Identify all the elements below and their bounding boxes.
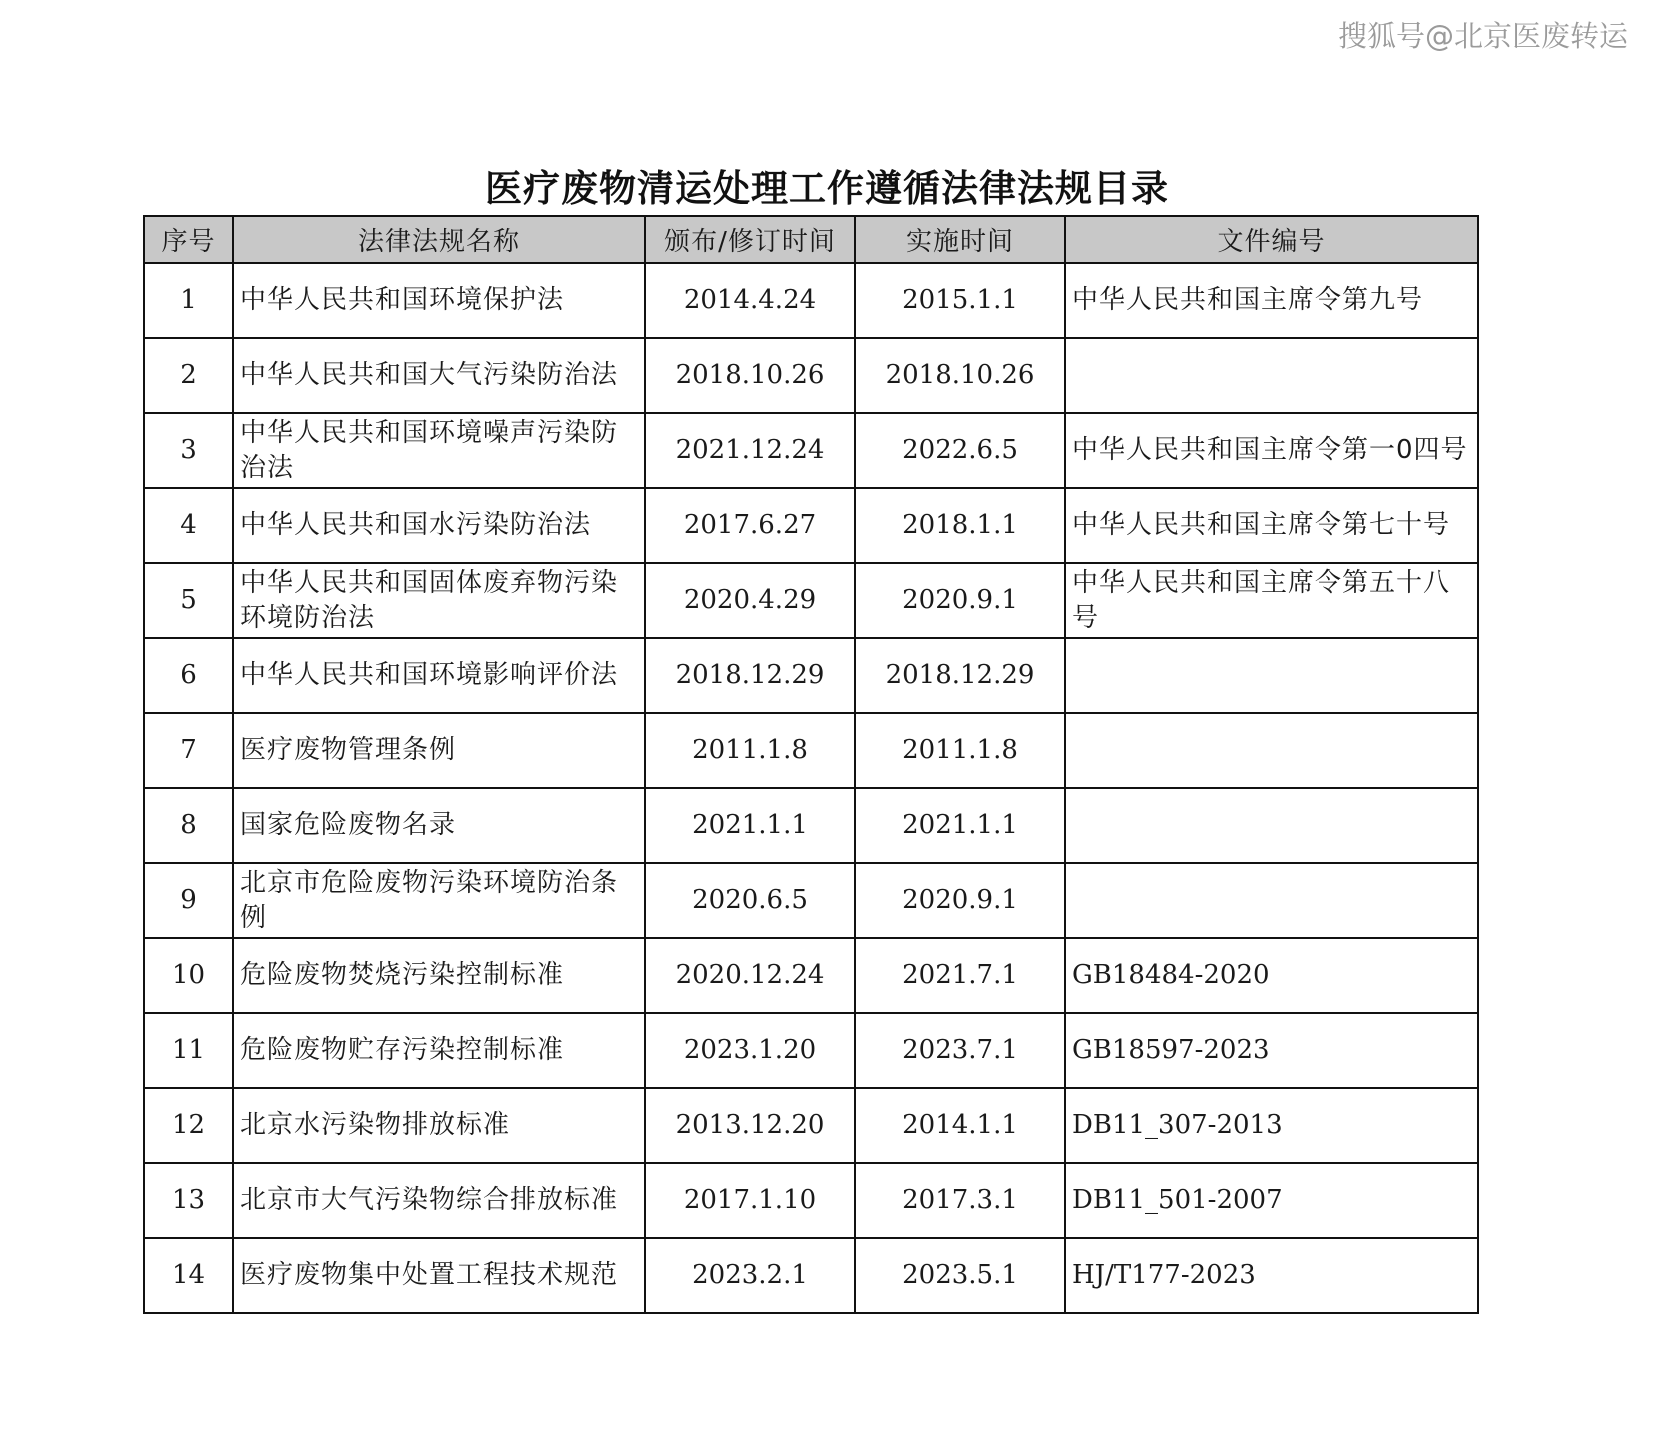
cell-issued: 2021.1.1	[645, 788, 855, 863]
cell-effective: 2021.1.1	[855, 788, 1065, 863]
cell-effective: 2017.3.1	[855, 1163, 1065, 1238]
cell-name: 中华人民共和国大气污染防治法	[233, 338, 645, 413]
table-header	[144, 216, 1478, 263]
header-effective: 实施时间	[855, 216, 1065, 263]
cell-doc-no: 中华人民共和国主席令第五十八号	[1065, 563, 1478, 638]
cell-no: 10	[144, 938, 233, 1013]
cell-doc-no	[1065, 638, 1478, 713]
cell-doc-no: GB18484-2020	[1065, 938, 1478, 1013]
cell-effective: 2021.7.1	[855, 938, 1065, 1013]
cell-issued: 2021.12.24	[645, 413, 855, 488]
cell-effective: 2023.7.1	[855, 1013, 1065, 1088]
cell-effective: 2015.1.1	[855, 263, 1065, 338]
cell-issued: 2017.6.27	[645, 488, 855, 563]
cell-name: 北京市大气污染物综合排放标准	[233, 1163, 645, 1238]
cell-issued: 2013.12.20	[645, 1088, 855, 1163]
cell-name: 中华人民共和国环境噪声污染防治法	[233, 413, 645, 488]
cell-doc-no: GB18597-2023	[1065, 1013, 1478, 1088]
cell-name: 危险废物贮存污染控制标准	[233, 1013, 645, 1088]
cell-effective: 2022.6.5	[855, 413, 1065, 488]
cell-doc-no: 中华人民共和国主席令第七十号	[1065, 488, 1478, 563]
cell-issued: 2014.4.24	[645, 263, 855, 338]
cell-no: 5	[144, 563, 233, 638]
document-title: 医疗废物清运处理工作遵循法律法规目录	[485, 167, 1169, 210]
cell-no: 14	[144, 1238, 233, 1313]
table-row	[144, 413, 1478, 488]
cell-no: 13	[144, 1163, 233, 1238]
cell-no: 1	[144, 263, 233, 338]
cell-no: 11	[144, 1013, 233, 1088]
cell-effective: 2020.9.1	[855, 563, 1065, 638]
cell-issued: 2017.1.10	[645, 1163, 855, 1238]
cell-no: 12	[144, 1088, 233, 1163]
cell-no: 3	[144, 413, 233, 488]
table-row	[144, 338, 1478, 413]
cell-name: 医疗废物管理条例	[233, 713, 645, 788]
cell-issued: 2020.12.24	[645, 938, 855, 1013]
cell-issued: 2018.10.26	[645, 338, 855, 413]
cell-doc-no: HJ/T177-2023	[1065, 1238, 1478, 1313]
cell-effective: 2020.9.1	[855, 863, 1065, 938]
table-row	[144, 1163, 1478, 1238]
cell-no: 4	[144, 488, 233, 563]
cell-issued: 2011.1.8	[645, 713, 855, 788]
table-row	[144, 263, 1478, 338]
cell-doc-no: 中华人民共和国主席令第九号	[1065, 263, 1478, 338]
cell-doc-no	[1065, 863, 1478, 938]
table-row	[144, 713, 1478, 788]
cell-doc-no: 中华人民共和国主席令第一0四号	[1065, 413, 1478, 488]
cell-name: 北京市危险废物污染环境防治条例	[233, 863, 645, 938]
regulations-table	[143, 215, 1479, 1314]
cell-name: 危险废物焚烧污染控制标准	[233, 938, 645, 1013]
cell-effective: 2018.10.26	[855, 338, 1065, 413]
cell-effective: 2018.12.29	[855, 638, 1065, 713]
table-row	[144, 488, 1478, 563]
cell-name: 中华人民共和国环境保护法	[233, 263, 645, 338]
table-row	[144, 1088, 1478, 1163]
table-row	[144, 1013, 1478, 1088]
cell-issued: 2023.2.1	[645, 1238, 855, 1313]
cell-effective: 2023.5.1	[855, 1238, 1065, 1313]
table-row	[144, 938, 1478, 1013]
cell-no: 9	[144, 863, 233, 938]
header-doc-no: 文件编号	[1065, 216, 1478, 263]
cell-issued: 2018.12.29	[645, 638, 855, 713]
cell-name: 国家危险废物名录	[233, 788, 645, 863]
cell-no: 8	[144, 788, 233, 863]
cell-name: 中华人民共和国环境影响评价法	[233, 638, 645, 713]
cell-no: 6	[144, 638, 233, 713]
cell-no: 2	[144, 338, 233, 413]
cell-name: 中华人民共和国水污染防治法	[233, 488, 645, 563]
cell-effective: 2018.1.1	[855, 488, 1065, 563]
header-no: 序号	[144, 216, 233, 263]
cell-doc-no	[1065, 713, 1478, 788]
header-row	[144, 216, 1478, 263]
header-issued: 颁布/修订时间	[645, 216, 855, 263]
table-row	[144, 863, 1478, 938]
cell-no: 7	[144, 713, 233, 788]
table-row	[144, 1238, 1478, 1313]
table-row	[144, 788, 1478, 863]
watermark-text: 搜狐号@北京医废转运	[1337, 19, 1628, 53]
cell-doc-no	[1065, 338, 1478, 413]
cell-name: 北京水污染物排放标准	[233, 1088, 645, 1163]
cell-issued: 2023.1.20	[645, 1013, 855, 1088]
cell-name: 中华人民共和国固体废弃物污染环境防治法	[233, 563, 645, 638]
cell-doc-no: DB11_307-2013	[1065, 1088, 1478, 1163]
cell-effective: 2014.1.1	[855, 1088, 1065, 1163]
cell-issued: 2020.6.5	[645, 863, 855, 938]
table-body	[144, 263, 1478, 1313]
header-name: 法律法规名称	[233, 216, 645, 263]
table-row	[144, 638, 1478, 713]
cell-effective: 2011.1.8	[855, 713, 1065, 788]
cell-doc-no	[1065, 788, 1478, 863]
table-row	[144, 563, 1478, 638]
cell-doc-no: DB11_501-2007	[1065, 1163, 1478, 1238]
cell-name: 医疗废物集中处置工程技术规范	[233, 1238, 645, 1313]
cell-issued: 2020.4.29	[645, 563, 855, 638]
